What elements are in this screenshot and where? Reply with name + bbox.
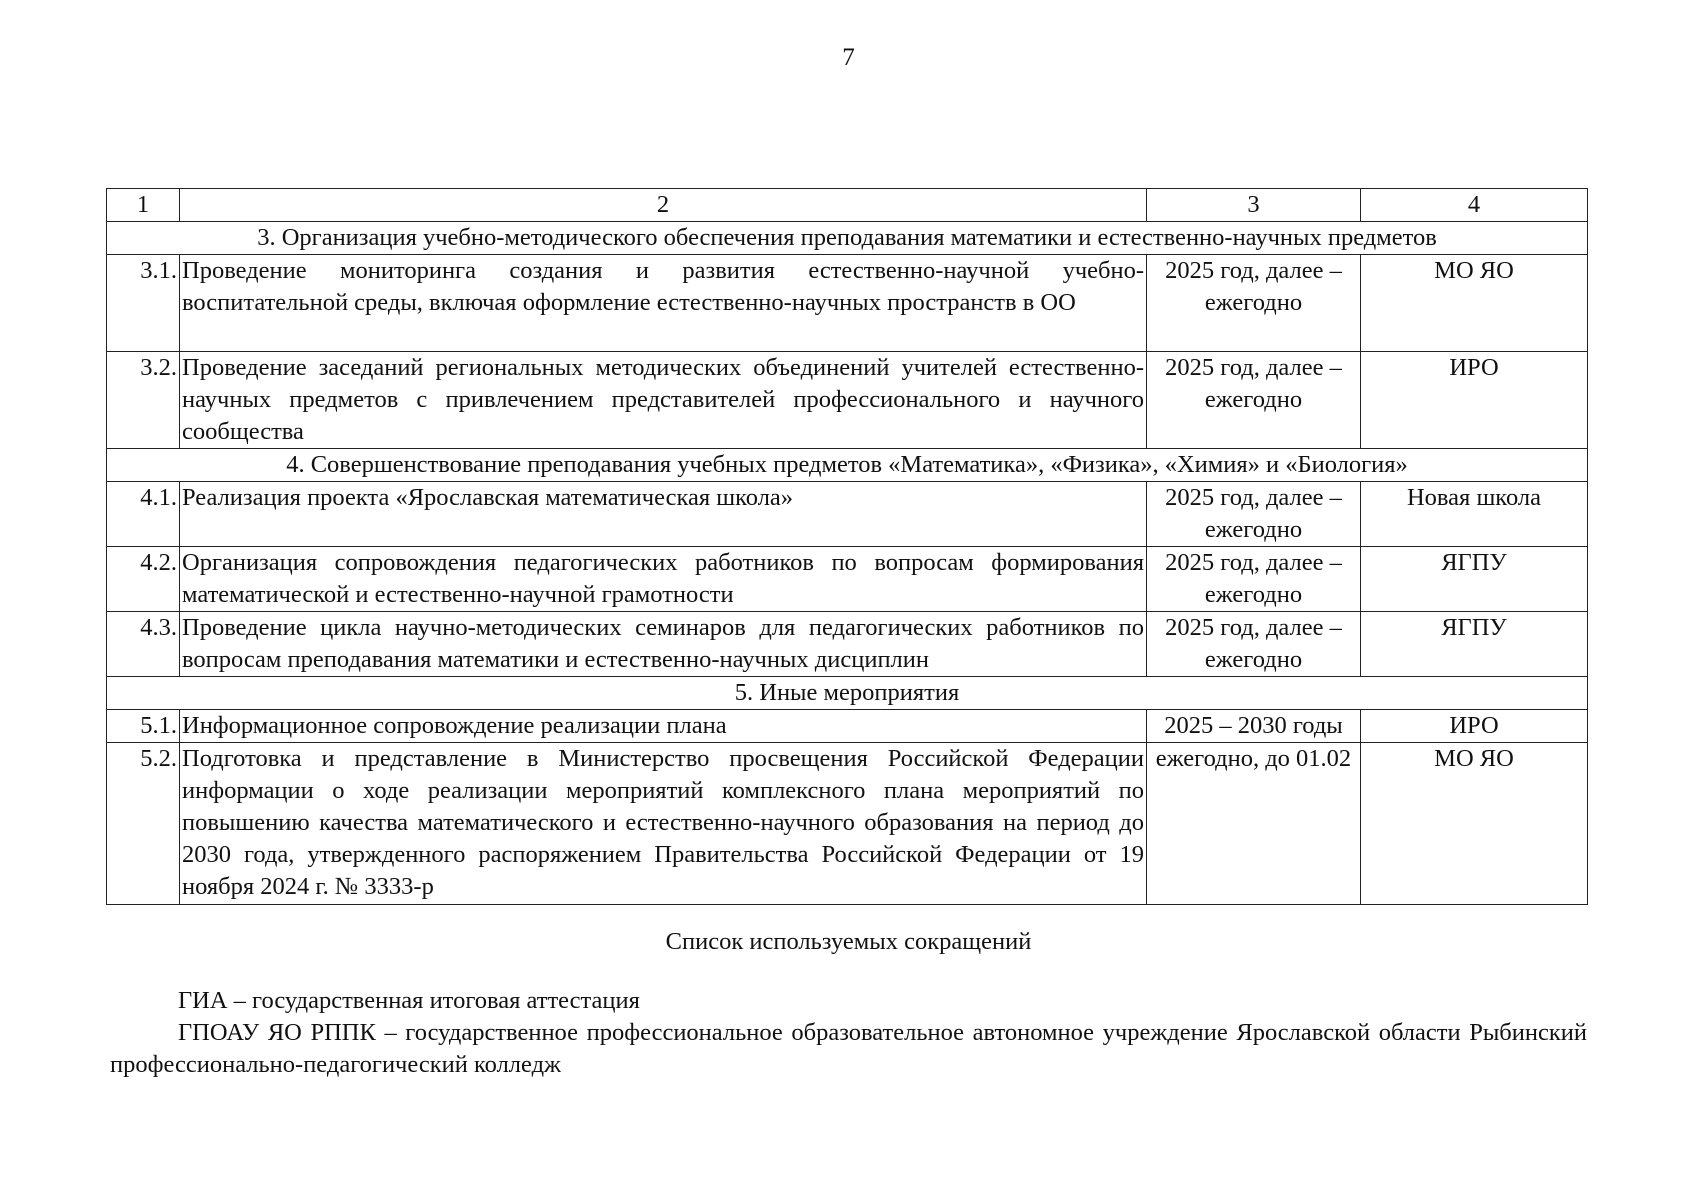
row-term: ежегодно, до 01.02 [1147, 743, 1361, 905]
row-responsible: ИРО [1361, 352, 1588, 449]
row-activity: Информационное сопровождение реализации плана [180, 710, 1147, 743]
row-activity: Организация сопровождения педагогических работников по вопросам формирования математической и естественно-научной грамотности [180, 547, 1147, 612]
table-row [107, 743, 1588, 905]
row-responsible: ЯГПУ [1361, 612, 1588, 677]
header-cell-3: 3 [1147, 189, 1361, 222]
row-responsible: Новая школа [1361, 482, 1588, 547]
row-responsible: ИРО [1361, 710, 1588, 743]
row-responsible: ЯГПУ [1361, 547, 1588, 612]
row-term: 2025 год, далее – ежегодно [1147, 547, 1361, 612]
header-cell-1: 1 [107, 189, 180, 222]
row-responsible: МО ЯО [1361, 743, 1588, 905]
row-activity: Проведение заседаний региональных методических объединений учителей естественно-научных предметов с привлечением представителей профессионального и научного сообщества [180, 352, 1147, 449]
row-activity: Подготовка и представление в Министерство просвещения Российской Федерации информации о ходе реализации мероприятий комплексного плана мероприятий по повышению качества математического и естественно-научного образования на период до 2030 года, утвержденного распоряжением Правительства Российской Федерации от 19 ноября 2024 г. № 3333-р [180, 743, 1147, 905]
section-title: 4. Совершенствование преподавания учебных предметов «Математика», «Физика», «Химия» и «Биология» [107, 449, 1588, 482]
row-responsible: МО ЯО [1361, 255, 1588, 352]
table-row [107, 255, 1588, 352]
table-row [107, 352, 1588, 449]
row-number: 4.2. [107, 547, 180, 612]
abbreviation-item: ГПОАУ ЯО РППК – государственное профессиональное образовательное автономное учреждение Ярославской области Рыбинский профессионально-педагогический колледж [110, 1019, 1587, 1078]
row-term: 2025 год, далее – ежегодно [1147, 482, 1361, 547]
table-row [107, 547, 1588, 612]
abbreviation-item: ГИА – государственная итоговая аттестация [178, 987, 640, 1014]
row-term: 2025 год, далее – ежегодно [1147, 255, 1361, 352]
section-row-5 [107, 677, 1588, 710]
table-row [107, 710, 1588, 743]
section-title: 3. Организация учебно-методического обеспечения преподавания математики и естественно-научных предметов [107, 222, 1588, 255]
row-number: 3.2. [107, 352, 180, 449]
row-number: 3.1. [107, 255, 180, 352]
table-row [107, 612, 1588, 677]
row-activity: Проведение мониторинга создания и развития естественно-научной учебно-воспитательной среды, включая оформление естественно-научных пространств в ОО [180, 255, 1147, 352]
header-cell-2: 2 [180, 189, 1147, 222]
row-term: 2025 год, далее – ежегодно [1147, 352, 1361, 449]
row-term: 2025 – 2030 годы [1147, 710, 1361, 743]
row-activity: Реализация проекта «Ярославская математическая школа» [180, 482, 1147, 547]
table-header-row [107, 189, 1588, 222]
table-row [107, 482, 1588, 547]
row-number: 4.1. [107, 482, 180, 547]
plan-table [106, 188, 1588, 905]
row-term: 2025 год, далее – ежегодно [1147, 612, 1361, 677]
row-number: 5.2. [107, 743, 180, 905]
row-number: 5.1. [107, 710, 180, 743]
row-number: 4.3. [107, 612, 180, 677]
row-activity: Проведение цикла научно-методических семинаров для педагогических работников по вопросам преподавания математики и естественно-научных дисциплин [180, 612, 1147, 677]
section-title: 5. Иные мероприятия [107, 677, 1588, 710]
page-number: 7 [842, 44, 855, 71]
section-row-4 [107, 449, 1588, 482]
section-row-3 [107, 222, 1588, 255]
abbreviations-title: Список используемых сокращений [665, 928, 1032, 955]
header-cell-4: 4 [1361, 189, 1588, 222]
